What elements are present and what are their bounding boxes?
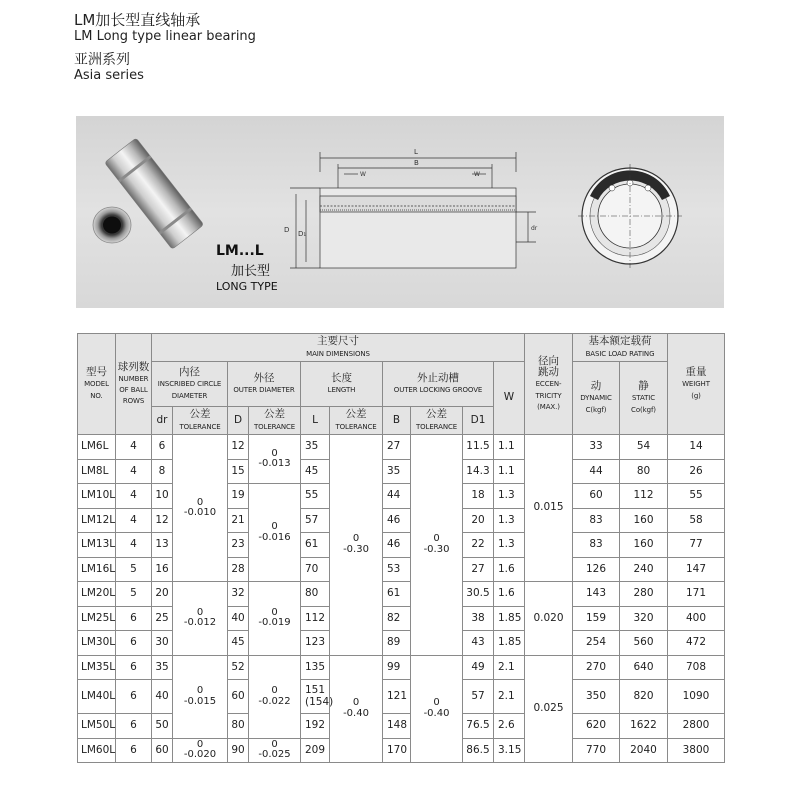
cell-l: 57 (301, 508, 330, 533)
cell-static: 160 (620, 508, 668, 533)
header-b: B (383, 407, 411, 435)
cell-model: LM50L (78, 714, 116, 739)
header-d1: D1 (463, 407, 494, 435)
title-cn: LM加长型直线轴承 (74, 11, 201, 29)
cell-model: LM13L (78, 533, 116, 558)
cell-b: 46 (383, 533, 411, 558)
header-locking-groove: 外止动槽 OUTER LOCKING GROOVE (383, 362, 494, 407)
cell-static: 80 (620, 459, 668, 484)
cell-d1: 43 (463, 631, 494, 656)
cell-d: 45 (228, 631, 249, 656)
cell-rows: 5 (116, 557, 152, 582)
cell-static: 54 (620, 435, 668, 460)
cell-dr: 50 (152, 714, 173, 739)
cell-l-tolerance: 0 -0.40 (330, 655, 383, 763)
cell-b: 82 (383, 606, 411, 631)
header-outer-diameter: 外径 OUTER DIAMETER (228, 362, 301, 407)
dim-b-label: B (414, 159, 419, 167)
cell-dynamic: 44 (573, 459, 620, 484)
cell-d1: 14.3 (463, 459, 494, 484)
cell-b: 121 (383, 680, 411, 714)
cell-d: 12 (228, 435, 249, 460)
cell-model: LM12L (78, 508, 116, 533)
cell-l: 123 (301, 631, 330, 656)
header-w: W (494, 362, 525, 435)
header-inner-diameter: 内径 INSCRIBED CIRCLE DIAMETER (152, 362, 228, 407)
cell-weight: 171 (668, 582, 725, 607)
cell-model: LM25L (78, 606, 116, 631)
header-d-tolerance: 公差 TOLERANCE (249, 407, 301, 435)
cell-b: 148 (383, 714, 411, 739)
cell-w: 1.3 (494, 508, 525, 533)
series-en: Asia series (74, 68, 144, 83)
cell-l: 55 (301, 484, 330, 509)
cell-dynamic: 254 (573, 631, 620, 656)
cell-model: LM8L (78, 459, 116, 484)
cell-dr-tolerance: 0 -0.012 (173, 582, 228, 656)
header-l-tolerance: 公差 TOLERANCE (330, 407, 383, 435)
cell-dr: 6 (152, 435, 173, 460)
cell-model: LM60L (78, 738, 116, 763)
cell-static: 2040 (620, 738, 668, 763)
cell-dr: 13 (152, 533, 173, 558)
header-ball-rows: 球列数 NUMBER OF BALL ROWS (116, 334, 152, 435)
cell-d-tolerance: 0 -0.022 (249, 655, 301, 738)
cell-dynamic: 83 (573, 508, 620, 533)
cell-rows: 6 (116, 606, 152, 631)
header-static: 静 STATIC Co(kgf) (620, 362, 668, 435)
header-eccentricity: 径向 跳动 ECCEN-TRICITY (MAX.) (525, 334, 573, 435)
header-dynamic: 动 DYNAMIC C(kgf) (573, 362, 620, 435)
type-label-en: LONG TYPE (216, 280, 278, 293)
cell-dr: 60 (152, 738, 173, 763)
header-weight: 重量 WEIGHT (g) (668, 334, 725, 435)
cell-static: 560 (620, 631, 668, 656)
cell-d1: 27 (463, 557, 494, 582)
cell-weight: 1090 (668, 680, 725, 714)
table-row (78, 655, 725, 680)
cell-w: 1.3 (494, 533, 525, 558)
cell-b: 53 (383, 557, 411, 582)
cell-weight: 77 (668, 533, 725, 558)
cell-w: 1.85 (494, 631, 525, 656)
section-drawing (290, 152, 536, 268)
header-model: 型号 MODEL NO. (78, 334, 116, 435)
cell-dynamic: 33 (573, 435, 620, 460)
cell-w: 2.1 (494, 655, 525, 680)
cell-weight: 400 (668, 606, 725, 631)
cell-l: 192 (301, 714, 330, 739)
cell-dr: 35 (152, 655, 173, 680)
table-row (78, 582, 725, 607)
header-l: L (301, 407, 330, 435)
header-load-rating: 基本额定载荷 BASIC LOAD RATING (573, 334, 668, 362)
cell-d: 23 (228, 533, 249, 558)
header-b-tolerance: 公差 TOLERANCE (411, 407, 463, 435)
cell-w: 1.85 (494, 606, 525, 631)
cell-l: 80 (301, 582, 330, 607)
cell-weight: 3800 (668, 738, 725, 763)
cell-dr: 20 (152, 582, 173, 607)
bearing-drawings (76, 116, 724, 308)
cell-l: 112 (301, 606, 330, 631)
cell-weight: 2800 (668, 714, 725, 739)
cell-rows: 4 (116, 435, 152, 460)
cell-dr: 30 (152, 631, 173, 656)
cell-dr: 10 (152, 484, 173, 509)
cell-d: 60 (228, 680, 249, 714)
cell-w: 1.1 (494, 459, 525, 484)
cell-b: 27 (383, 435, 411, 460)
cell-static: 820 (620, 680, 668, 714)
cell-d: 21 (228, 508, 249, 533)
cell-model: LM40L (78, 680, 116, 714)
cell-dynamic: 159 (573, 606, 620, 631)
cell-d: 52 (228, 655, 249, 680)
dim-l-label: L (414, 148, 418, 156)
cell-model: LM20L (78, 582, 116, 607)
cell-weight: 472 (668, 631, 725, 656)
cell-rows: 6 (116, 738, 152, 763)
model-label: LM...L (216, 243, 264, 259)
cell-d1: 22 (463, 533, 494, 558)
dim-dr-label: dr (531, 225, 538, 232)
cell-b: 44 (383, 484, 411, 509)
cell-rows: 4 (116, 484, 152, 509)
cell-l: 151 (154) (301, 680, 330, 714)
cell-static: 112 (620, 484, 668, 509)
cell-b-tolerance: 0 -0.40 (411, 655, 463, 763)
cell-static: 240 (620, 557, 668, 582)
header-d: D (228, 407, 249, 435)
cell-d: 90 (228, 738, 249, 763)
cell-w: 1.6 (494, 582, 525, 607)
cell-rows: 6 (116, 714, 152, 739)
cell-w: 2.6 (494, 714, 525, 739)
cell-eccentricity: 0.025 (525, 655, 573, 763)
cell-d1: 57 (463, 680, 494, 714)
cell-w: 1.6 (494, 557, 525, 582)
cell-eccentricity: 0.015 (525, 435, 573, 582)
dim-d-label: D (284, 226, 290, 234)
cell-rows: 4 (116, 533, 152, 558)
cell-d1: 30.5 (463, 582, 494, 607)
cell-weight: 14 (668, 435, 725, 460)
cell-rows: 6 (116, 631, 152, 656)
cell-dr: 40 (152, 680, 173, 714)
cell-model: LM16L (78, 557, 116, 582)
cell-d: 40 (228, 606, 249, 631)
cell-dr: 25 (152, 606, 173, 631)
cell-dynamic: 350 (573, 680, 620, 714)
table-row (78, 435, 725, 460)
cell-static: 160 (620, 533, 668, 558)
cell-l: 45 (301, 459, 330, 484)
cell-b: 170 (383, 738, 411, 763)
cell-weight: 55 (668, 484, 725, 509)
cell-d-tolerance: 0 -0.016 (249, 484, 301, 582)
header-dr: dr (152, 407, 173, 435)
cell-l: 209 (301, 738, 330, 763)
cell-d-tolerance: 0 -0.013 (249, 435, 301, 484)
cell-d1: 18 (463, 484, 494, 509)
dim-w-left-label: W (360, 171, 366, 178)
cell-d1: 11.5 (463, 435, 494, 460)
cell-dynamic: 126 (573, 557, 620, 582)
specifications-table (77, 333, 725, 763)
cell-d-tolerance: 0 -0.025 (249, 738, 301, 763)
header-dr-tolerance: 公差 TOLERANCE (173, 407, 228, 435)
cell-d: 80 (228, 714, 249, 739)
cell-weight: 26 (668, 459, 725, 484)
dim-d1-label: D₁ (298, 230, 307, 238)
cell-rows: 5 (116, 582, 152, 607)
cell-l: 35 (301, 435, 330, 460)
cell-d: 15 (228, 459, 249, 484)
cell-d: 32 (228, 582, 249, 607)
cell-model: LM6L (78, 435, 116, 460)
cell-l-tolerance: 0 -0.30 (330, 435, 383, 656)
cell-rows: 4 (116, 508, 152, 533)
cell-d1: 38 (463, 606, 494, 631)
cell-b-tolerance: 0 -0.30 (411, 435, 463, 656)
cell-rows: 4 (116, 459, 152, 484)
cell-b: 89 (383, 631, 411, 656)
cell-model: LM10L (78, 484, 116, 509)
cell-l: 135 (301, 655, 330, 680)
dim-w-right-label: W (474, 171, 480, 178)
cell-b: 99 (383, 655, 411, 680)
cell-static: 280 (620, 582, 668, 607)
cell-dr: 12 (152, 508, 173, 533)
cell-dr-tolerance: 0 -0.015 (173, 655, 228, 738)
cell-dynamic: 620 (573, 714, 620, 739)
title-en: LM Long type linear bearing (74, 29, 256, 44)
cell-b: 61 (383, 582, 411, 607)
cell-rows: 6 (116, 680, 152, 714)
table-row (78, 738, 725, 763)
cell-b: 46 (383, 508, 411, 533)
cell-d1: 86.5 (463, 738, 494, 763)
cell-eccentricity: 0.020 (525, 582, 573, 656)
cell-l: 70 (301, 557, 330, 582)
header-length: 长度 LENGTH (301, 362, 383, 407)
cell-static: 640 (620, 655, 668, 680)
cell-dynamic: 143 (573, 582, 620, 607)
cell-dynamic: 270 (573, 655, 620, 680)
end-view-drawing (578, 164, 682, 268)
cell-w: 2.1 (494, 680, 525, 714)
cell-w: 1.3 (494, 484, 525, 509)
type-label-cn: 加长型 (231, 264, 271, 279)
bearing-figure-panel (76, 116, 724, 308)
cell-d1: 20 (463, 508, 494, 533)
cell-b: 35 (383, 459, 411, 484)
cell-dynamic: 60 (573, 484, 620, 509)
cell-model: LM35L (78, 655, 116, 680)
cell-weight: 147 (668, 557, 725, 582)
cell-dr-tolerance: 0 -0.020 (173, 738, 228, 763)
cell-weight: 708 (668, 655, 725, 680)
cell-d1: 49 (463, 655, 494, 680)
cell-static: 320 (620, 606, 668, 631)
cell-dr: 16 (152, 557, 173, 582)
cell-d1: 76.5 (463, 714, 494, 739)
cell-w: 1.1 (494, 435, 525, 460)
cell-weight: 58 (668, 508, 725, 533)
cell-static: 1622 (620, 714, 668, 739)
cell-d-tolerance: 0 -0.019 (249, 582, 301, 656)
cell-d: 28 (228, 557, 249, 582)
cell-w: 3.15 (494, 738, 525, 763)
cell-dynamic: 83 (573, 533, 620, 558)
cell-rows: 6 (116, 655, 152, 680)
cell-dr: 8 (152, 459, 173, 484)
cell-dynamic: 770 (573, 738, 620, 763)
cell-d: 19 (228, 484, 249, 509)
cell-dr-tolerance: 0 -0.010 (173, 435, 228, 582)
header-main-dimensions: 主要尺寸 MAIN DIMENSIONS (152, 334, 525, 362)
cell-model: LM30L (78, 631, 116, 656)
series-cn: 亚洲系列 (74, 52, 130, 68)
cell-l: 61 (301, 533, 330, 558)
